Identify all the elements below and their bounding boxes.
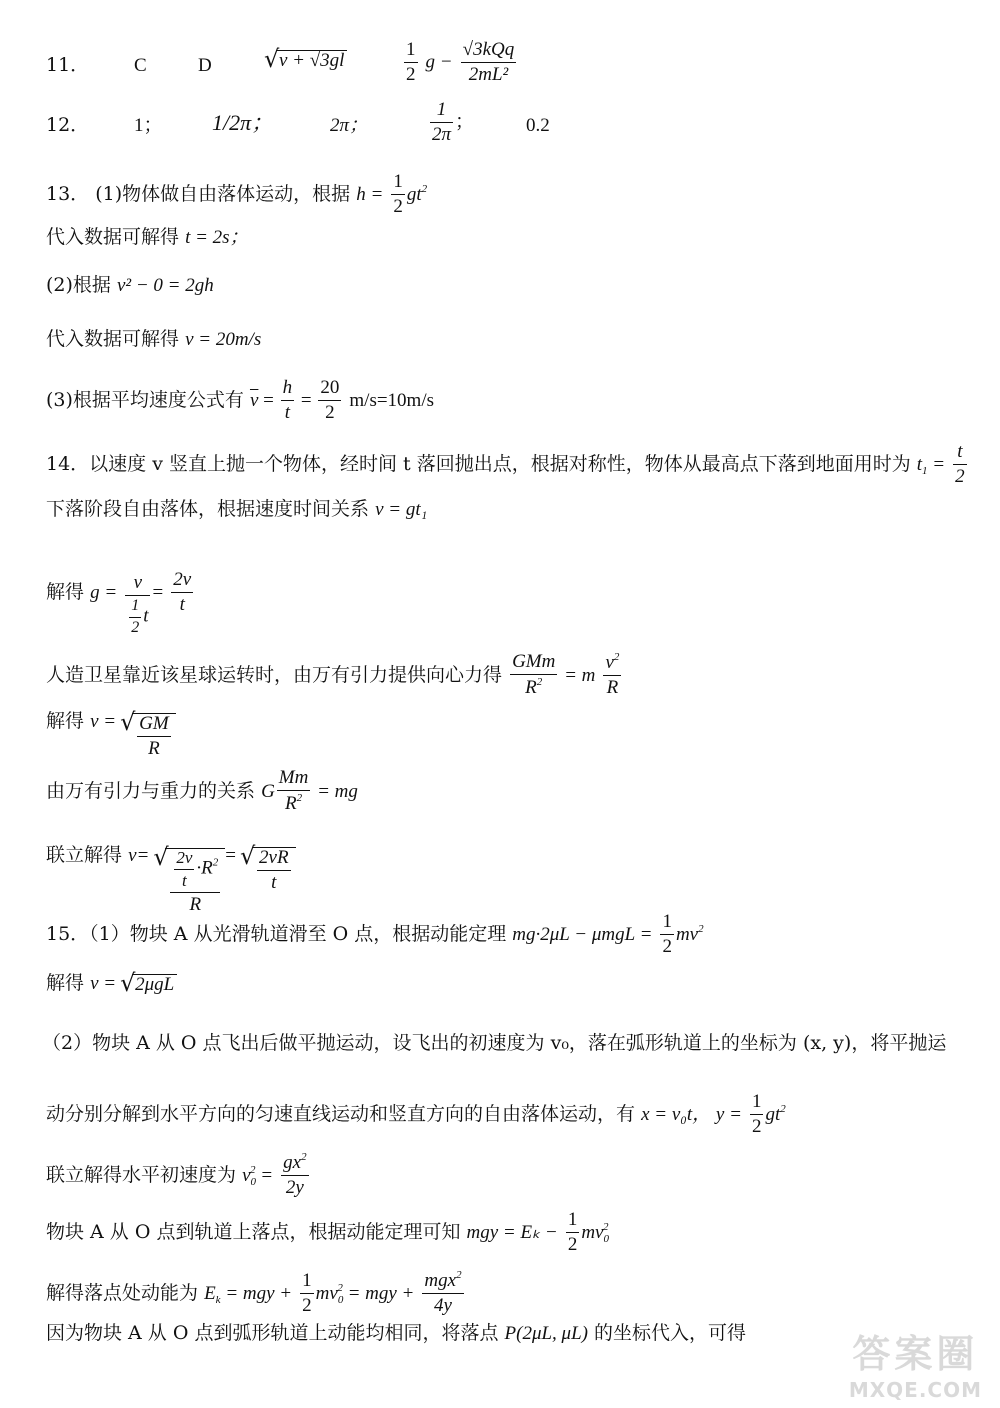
q15-line-2: 解得 v = √ 2μgL: [46, 974, 177, 994]
q11-frac-num: √3kQq: [461, 40, 517, 63]
q12-frac-num: 1: [430, 100, 453, 123]
q11-number: 11．: [46, 54, 90, 76]
q13-text-3: (2)根据: [46, 274, 111, 296]
q13-line-2: [46, 228, 249, 247]
q13-text-5: (3)根据平均速度公式有: [46, 388, 244, 411]
q13-eq-3: v² − 0 = 2gh: [116, 275, 214, 296]
q15-text-1: 15．（1）物块 A 从光滑轨道滑至 O 点，根据动能定理: [46, 922, 507, 945]
q15-eq-8: P(2μL, μL): [504, 1323, 588, 1344]
watermark-logo: 答案圈: [852, 1332, 979, 1376]
q12-sep: ；: [455, 110, 475, 133]
q11-answer-a: C: [134, 55, 147, 76]
q15-line-8: [46, 1324, 746, 1343]
q11-frac-den: 2mL²: [468, 63, 509, 85]
q14-line-4: 人造卫星靠近该星球运转时，由万有引力提供向心力得 $\frac{\text{GMm}}{R^2}$ = m $\frac{v^2}{R}$: [46, 651, 620, 698]
q13-eq-4: v = 20m/s: [185, 329, 262, 350]
q15-text-8: 因为物块 A 从 O 点到弧形轨道上动能均相同，将落点: [46, 1322, 499, 1344]
q15-text-6: 物块 A 从 O 点到轨道上落点，根据动能定理可知: [46, 1220, 461, 1243]
q13-text-1: 13． (1)物体做自由落体运动，根据: [46, 182, 351, 205]
q12-number: 12．: [46, 114, 90, 136]
q14-line-6: 由万有引力与重力的关系 G $\frac{Mm}{R^2}$ = mg: [46, 767, 358, 814]
q15-line-6: 物块 A 从 O 点到轨道上落点，根据动能定理可知 mgy = Eₖ − $\frac{1}{2}$ $mv_0^2$: [46, 1209, 609, 1255]
q15-text-4: 动分别分解到水平方向的匀速直线运动和竖直方向的自由落体运动，有: [46, 1102, 636, 1125]
q11-row: [46, 56, 89, 75]
q14-line-1: 14．以速度 v 竖直上抛一个物体，经时间 t 落回抛出点，根据对称性，物体从最高点下落到地面用时为 $t_1$ = $\frac{t}{2}$: [46, 441, 965, 487]
q11-half-den: 2: [406, 63, 416, 85]
q12-answer-a: 1；: [134, 115, 163, 136]
q11-g: g −: [425, 51, 453, 73]
q14-line-7: 联立解得 v= √ $\frac{2v}{t}$ $\cdot R^2$ R = √ $\frac{2vR}{t}$: [46, 846, 296, 915]
q14-eq-2: v = gt₁: [375, 499, 428, 520]
q15-line-3: （2）物块 A 从 O 点飞出后做平抛运动，设飞出的初速度为 v₀，落在弧形轨道上的坐标为 (x, y)，将平抛运: [42, 1032, 947, 1054]
q14-text-7: 联立解得: [46, 844, 123, 866]
q15-line-7: 解得落点处动能为 $E_k$ = mgy + $\frac{1}{2}$ $mv_0^2$ = mgy + $\frac{mgx^2}{4y}$: [46, 1269, 462, 1316]
q15-text-2: 解得: [46, 972, 85, 994]
q15-line-4: 动分别分解到水平方向的匀速直线运动和竖直方向的自由落体运动，有 x = v₀t， y = $\frac{1}{2}$ $gt^2$: [46, 1091, 786, 1137]
q15-text-7: 解得落点处动能为: [46, 1281, 199, 1304]
q13-line-1: 13． (1)物体做自由落体运动，根据 h = $\frac{1}{2}$ $gt^2$: [46, 171, 428, 217]
q14-text-6: 由万有引力与重力的关系: [46, 779, 256, 802]
q13-eq-2: t = 2s；: [185, 227, 249, 248]
watermark: [849, 1323, 982, 1402]
q13-line-3: [46, 276, 214, 295]
q14-text-1: 14．以速度 v 竖直上抛一个物体，经时间 t 落回抛出点，根据对称性，物体从最高点下落到地面用时为: [46, 452, 911, 475]
q12-frac-den: 2π: [432, 123, 452, 145]
q11-root: √ v + √3gl: [276, 50, 347, 70]
watermark-url: MXQE.COM: [848, 1378, 982, 1402]
q12-answer-b: 1/2π；: [212, 110, 274, 135]
q13-line-4: [46, 330, 261, 349]
q11-answer-d: [402, 40, 518, 85]
q13-text-4: 代入数据可解得: [46, 328, 180, 350]
q14-text-3: 解得: [46, 580, 85, 603]
q14-text-5: 解得: [46, 710, 85, 732]
q12-answer-d: [428, 100, 474, 145]
q15-tail-8: 的坐标代入，可得: [594, 1322, 747, 1344]
q15-line-1: 15．（1）物块 A 从光滑轨道滑至 O 点，根据动能定理 mg·2μL − μmgL = $\frac{1}{2}$ $mv^2$: [46, 911, 704, 957]
q14-text-2: 下落阶段自由落体，根据速度时间关系: [46, 498, 370, 520]
q13-line-5: (3)根据平均速度公式有 $\overline{v}$ = $\frac{h}{t}$ = $\frac{20}{2}$ m/s=10m/s: [46, 377, 435, 423]
q14-line-5: 解得 v = √ $\frac{GM}{R}$: [46, 712, 176, 758]
q15-eq-1: mg·2μL − μmgL =: [512, 923, 653, 945]
q11-answer-b: D: [198, 55, 212, 76]
q13-text-2: 代入数据可解得: [46, 226, 180, 248]
q15-eq-4: x = v₀t， y =: [641, 1103, 742, 1125]
q15-text-5: 联立解得水平初速度为: [46, 1163, 237, 1186]
q15-line-5: 联立解得水平初速度为 $v_0^2$ = $\frac{gx^2}{2y}$: [46, 1151, 307, 1198]
q11-answer-c: [266, 50, 347, 70]
q12-answer-c: 2π；: [330, 115, 369, 136]
q14-line-2: [46, 500, 427, 519]
q12-answer-e: 0.2: [526, 115, 550, 136]
q15-eq-6: mgy = Eₖ −: [466, 1221, 558, 1243]
q14-text-4: 人造卫星靠近该星球运转时，由万有引力提供向心力得: [46, 663, 503, 686]
q11-half-num: 1: [404, 40, 418, 63]
q13-tail-5: m/s=10m/s: [349, 389, 435, 411]
q14-line-3: 解得 g = v $\frac{1}{2}$ t = $\frac{2v}{t}$: [46, 569, 192, 637]
